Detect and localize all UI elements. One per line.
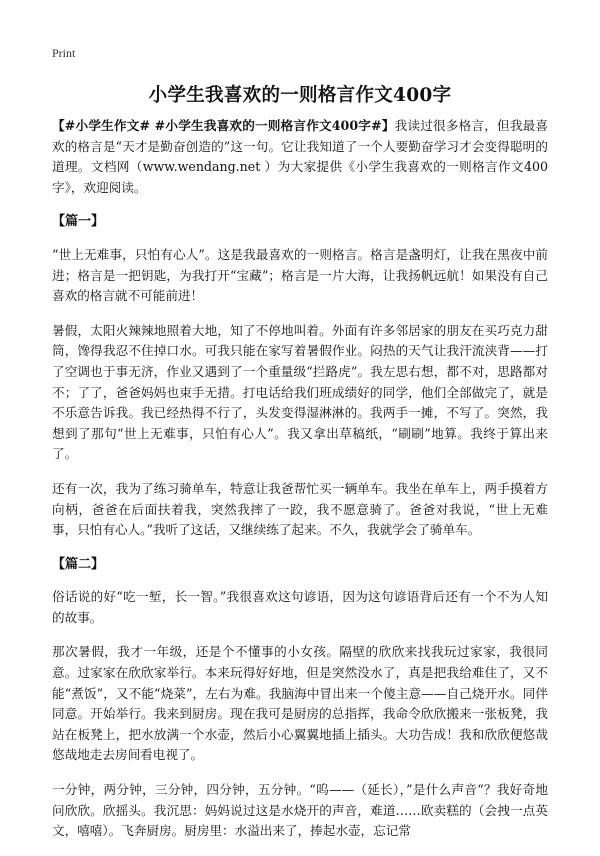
section2-paragraph: 一分钟，两分钟，三分钟，四分钟，五分钟。“呜——（延长），”是什么声音“？我好奇地问欣欣。欣摇头。我沉思：妈妈说过这是水烧开的声音，难道……欧卖糕的（会拽一点英文，嘻嘻）。飞奔厨房。厨房里：水溢出来了，捧起水壶，忘记常: [52, 782, 548, 839]
section1-paragraph: 还有一次，我为了练习骑单车，特意让我爸帮忙买一辆单车。我坐在单车上，两手摸着方向柄，爸爸在后面扶着我，突然我摔了一跤，我不愿意骑了。爸爸对我说，“世上无难事，只怕有心人。”我听了这话，又继续练了起来。不久，我就学会了骑单车。: [52, 480, 548, 538]
section-heading-1: 【篇一】: [52, 214, 105, 230]
section-heading-2: 【篇二】: [52, 556, 105, 572]
section1-paragraph: “世上无难事，只怕有心人”。这是我最喜欢的一则格言。格言是盏明灯，让我在黑夜中前进；格言是一把钥匙，为我打开“宝藏”；格言是一片大海，让我扬帆远航！如果没有自己喜欢的格言就不可能前进！: [52, 246, 548, 304]
page-title: 小学生我喜欢的一则格言作文400字: [148, 85, 452, 106]
article-body: [52, 116, 548, 856]
section2-paragraph: 那次暑假，我才一年级，还是个不懂事的小女孩。隔壁的欣欣来找我玩过家家，我很同意。过家家在欣欣家举行。本来玩得好好地，但是突然没水了，真是把我给难住了，又不能“煮饭”，又不能“烧菜”，左右为难。我脑海中冒出来一个傻主意——自己烧开水。同伴同意。开始举行。我来到厨房。现在我可是厨房的总指挥，我命令欣欣搬来一张板凳，我站在板凳上，把水放满一个水壶，然后小心翼翼地插上插头。大功告成！我和欣欣便悠哉悠哉地走去房间看电视了。: [52, 644, 548, 763]
intro-text: 我读过很多格言，但我最喜欢的格言是“天才是勤奋创造的”这一句。它让我知道了一个人要勤奋学习才会变得聪明的道理。文档网（www.wendang.net ）为大家提供《小学生我喜欢的一则格言作文400字》，欢迎阅读。: [52, 118, 548, 195]
print-label[interactable]: Print: [52, 46, 76, 60]
intro-paragraph: [52, 116, 548, 198]
intro-tag: 【#小学生作文# #小学生我喜欢的一则格言作文400字#】: [52, 118, 395, 133]
section2-paragraph: 俗话说的好“吃一堑，长一智。”我很喜欢这句谚语，因为这句谚语背后还有一个不为人知的故事。: [52, 589, 548, 625]
section1-paragraph: 暑假，太阳火辣辣地照着大地，知了不停地叫着。外面有许多邻居家的朋友在买巧克力甜筒，馋得我忍不住掉口水。可我只能在家写着暑假作业。闷热的天气让我汗流浃背——打了空调也于事无济，作业又遇到了一个重量级“拦路虎”。我左思右想，都不对，思路都对不；了了，爸爸妈妈也束手无措。打电话给我们班成绩好的同学，他们全部做完了，就是不乐意告诉我。我已经热得不行了，头发变得湿淋淋的。我两手一摊，不写了。突然，我想到了那句“世上无难事，只怕有心人”。我又拿出草稿纸，“刷刷”地算。我终于算出来了。: [52, 322, 548, 462]
